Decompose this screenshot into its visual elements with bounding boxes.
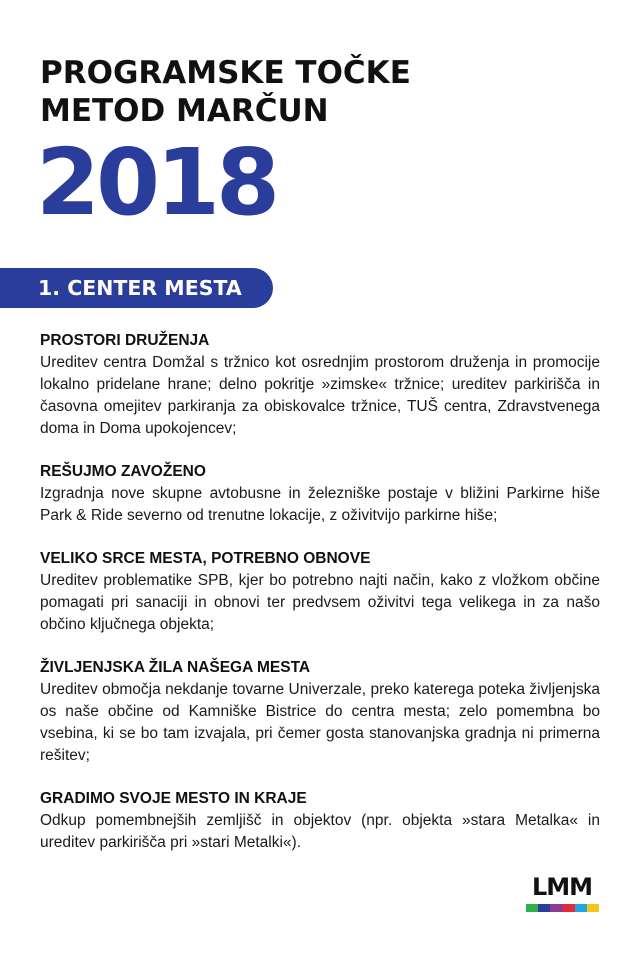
logo-stripe [575,904,587,912]
program-point-text: Ureditev centra Domžal s tržnico kot osrednjim prostorom druženja in promocije lokalno pridelane hrane; delno pokritje »zimske« tržnice; ureditev parkirišča in časovna omejitev parkiranja za obiskovalce tržnice, TUŠ centra, Zdravstvenega doma in Doma upokojencev; [40,354,600,437]
program-point [40,461,600,527]
section-label: 1. CENTER MESTA [38,276,242,300]
program-point [40,788,600,854]
logo-color-stripes [526,904,599,912]
program-point-text: Ureditev območja nekdanje tovarne Univerzale, preko katerega poteka življenjska os naše občine od Kamniške Bistrice do centra mesta; zelo pomembna bo vsebina, ki se bo tam izvajala, pri čemer gosta stanovanjska gradnja ni primerna rešitev; [40,681,600,764]
section-banner [0,268,273,308]
program-point-text: Izgradnja nove skupne avtobusne in železniške postaje v bližini Parkirne hiše Park & Ride severno od trenutne lokacije, z oživitvijo parkirne hiše; [40,485,600,524]
logo-text: LMM [531,873,593,901]
title-line-2: METOD MARČUN [40,93,329,129]
program-point-heading: REŠUJMO ZAVOŽENO [40,463,206,480]
program-point [40,657,600,767]
logo-stripe [563,904,575,912]
program-point-text: Odkup pomembnejših zemljišč in objektov (npr. objekta »stara Metalka« in ureditev parkirišča pri »stari Metalki«). [40,812,600,851]
program-point-heading: GRADIMO SVOJE MESTO IN KRAJE [40,790,307,807]
logo-stripe [587,904,599,912]
logo-stripe [526,904,538,912]
page-title [40,54,411,130]
logo-stripe [538,904,550,912]
program-point-heading: VELIKO SRCE MESTA, POTREBNO OBNOVE [40,550,371,567]
program-point-heading: PROSTORI DRUŽENJA [40,332,210,349]
year-heading: 2018 [36,129,277,236]
program-points-list [40,330,600,875]
program-point-heading: ŽIVLJENJSKA ŽILA NAŠEGA MESTA [40,659,311,676]
logo-stripe [550,904,562,912]
program-point-text: Ureditev problematike SPB, kjer bo potrebno najti način, kako z vložkom občine pomagati pri sanaciji in obnovi ter predvsem oživitvi tega velikega in za našo občino ključnega objekta; [40,572,600,633]
title-line-1: PROGRAMSKE TOČKE [40,55,411,91]
program-point [40,548,600,636]
program-point [40,330,600,440]
lmm-logo [524,874,600,914]
